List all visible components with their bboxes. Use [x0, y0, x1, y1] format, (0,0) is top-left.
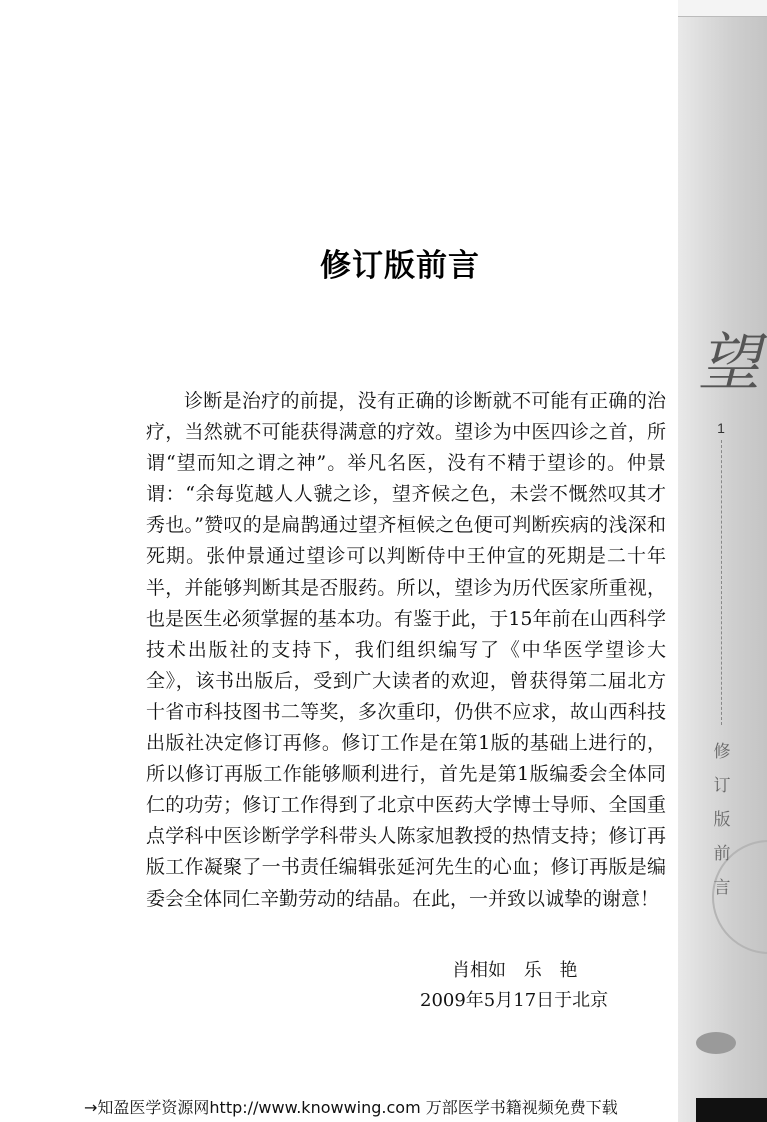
- preface-paragraph: 诊断是治疗的前提，没有正确的诊断就不可能有正确的治疗，当然就不可能获得满意的疗效。望诊为中医四诊之首，所谓“望而知之谓之神”。举凡名医，没有不精于望诊的。仲景谓：“余每览越人人虢之诊，望齐候之色，未尝不慨然叹其才秀也。”赞叹的是扁鹊通过望齐桓候之色便可判断疾病的浅深和死期。张仲景通过望诊可以判断侍中王仲宣的死期是二十年半，并能够判断其是否服药。所以，望诊为历代医家所重视，也是医生必须掌握的基本功。有鉴于此，于15年前在山西科学技术出版社的支持下，我们组织编写了《中华医学望诊大全》，该书出版后，受到广大读者的欢迎，曾获得第二届北方十省市科技图书二等奖，多次重印，仍供不应求，故山西科技出版社决定修订再修。修订工作是在第1版的基础上进行的，所以修订再版工作能够顺利进行，首先是第1版编委会全体同仁的功劳；修订工作得到了北京中医药大学博士导师、全国重点学科中医诊断学学科带头人陈家旭教授的热情支持；修订再版工作凝聚了一书责任编辑张延河先生的心血；修订再版是编委会全体同仁辛勤劳动的结晶。在此，一并致以诚挚的谢意！: [146, 390, 666, 910]
- footer-black-bar: [696, 1098, 767, 1122]
- preface-body: [146, 386, 666, 915]
- side-title-char: 前: [713, 844, 731, 864]
- signature-block: [420, 956, 660, 1016]
- side-title-char: 修: [713, 742, 731, 762]
- side-title-char: 言: [713, 878, 731, 898]
- side-title-char: 版: [713, 810, 731, 830]
- cloud-ornament-icon: [696, 1032, 736, 1054]
- watermark-link[interactable]: →知盈医学资源网http://www.knowwing.com 万部医学书籍视频免费下载: [84, 1098, 618, 1117]
- side-title-char: 订: [713, 776, 731, 796]
- page-number: 1: [717, 420, 725, 436]
- page-title: 修订版前言: [320, 248, 480, 284]
- top-strip: [678, 0, 767, 17]
- side-section-title: [704, 735, 740, 905]
- signature-date: 2009年5月17日于北京: [420, 990, 609, 1011]
- chapter-character: 望: [697, 326, 760, 399]
- dashed-divider: [721, 440, 722, 725]
- side-decorative-band: [678, 0, 767, 1122]
- author-names: 肖相如 乐 艳: [452, 960, 578, 981]
